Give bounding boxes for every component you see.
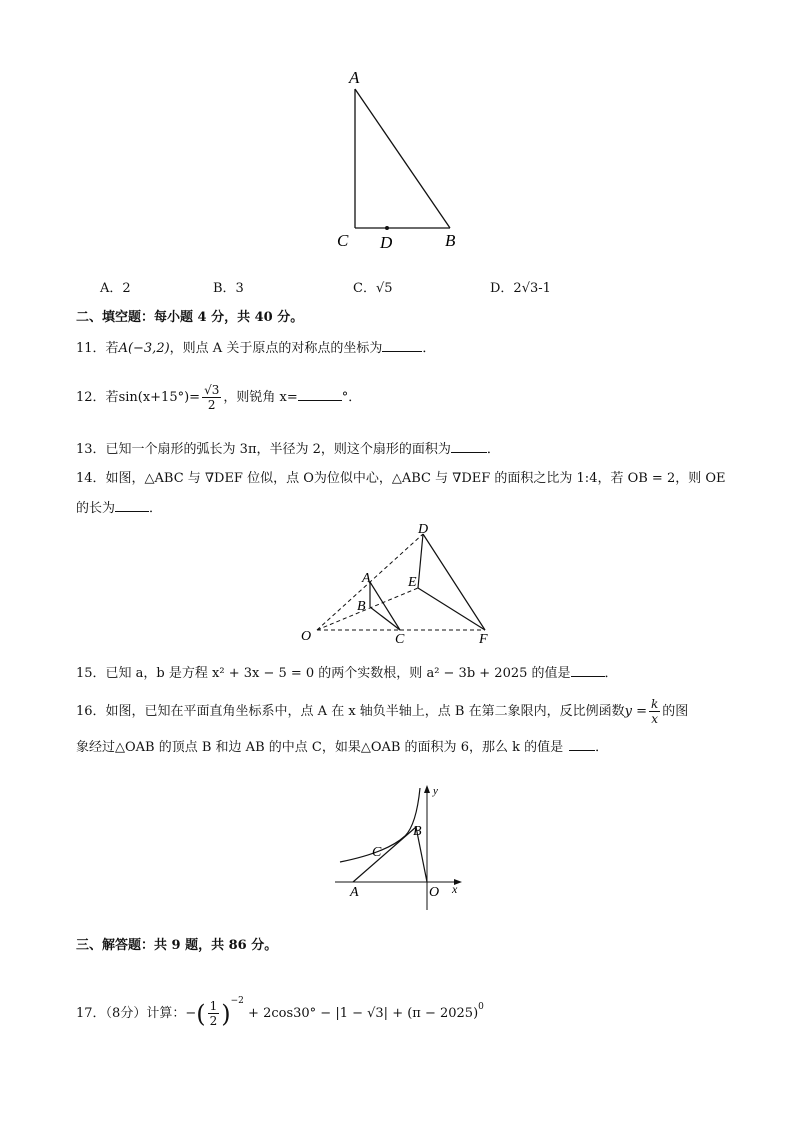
option-b[interactable]: B．3 <box>213 281 244 296</box>
option-d[interactable]: D．2√3-1 <box>490 281 551 296</box>
question-15: 15．已知 a，b 是方程 x² + 3x − 5 = 0 的两个实数根，则 a² − 3b + 2025 的值是 ． <box>76 666 618 681</box>
question-12: 12．若sin(x+15°)= $\frac{√3}{2}$ ，则锐角 x= °． <box>76 383 362 412</box>
label-C: C <box>395 632 405 647</box>
option-c[interactable]: C．√5 <box>353 281 393 296</box>
question-17: 17．（8分）计算：−( $\frac{1}{2}$ )$^{-2} + 2\cos 30^\circ - |1 - √3| + (\pi - 2025)^0$ <box>76 996 484 1028</box>
fraction: $\frac{1}{2}$ <box>209 999 218 1028</box>
section-3-heading: 三、解答题：共 9 题，共 86 分。 <box>76 938 278 953</box>
figure-homothety <box>295 522 505 650</box>
answer-blank[interactable] <box>451 440 487 453</box>
answer-blank[interactable] <box>571 664 605 677</box>
label-O: O <box>429 885 440 900</box>
figure-right-triangle <box>330 65 470 255</box>
fraction: $\frac{k}{x}$ <box>651 697 659 726</box>
question-14-line1: 14．如图，△ABC 与 ∇DEF 位似，点 O为位似中心，△ABC 与 ∇DEF 的面积之比为 1:4，若 OB = 2，则 OE <box>76 471 726 486</box>
question-11: 11．若A(−3,2)，则点 A 关于原点的对称点的坐标为 ． <box>76 341 436 356</box>
label-A: A <box>350 885 359 900</box>
question-14-line2: 的长为 ． <box>76 501 163 516</box>
label-A: A <box>362 571 371 586</box>
answer-blank[interactable] <box>569 738 595 751</box>
question-16-line1: 16．如图，已知在平面直角坐标系中，点 A 在 x 轴负半轴上，点 B 在第二象限内，反比例函数y = $\frac{k}{x}$ 的图 <box>76 697 689 726</box>
section-2-heading: 二、填空题：每小题 4 分，共 40 分。 <box>76 310 304 325</box>
label-C: C <box>372 845 382 860</box>
label-B: B <box>413 824 422 839</box>
label-D: D <box>418 522 429 537</box>
label-B: B <box>445 231 456 250</box>
answer-blank[interactable] <box>115 499 149 512</box>
question-16-line2: 象经过△OAB 的顶点 B 和边 AB 的中点 C，如果△OAB 的面积为 6，那么 k 的值是 ． <box>76 740 609 755</box>
figure-coordinate-system <box>330 780 470 915</box>
label-A: A <box>349 68 360 87</box>
answer-blank[interactable] <box>298 388 342 401</box>
label-y: y <box>433 785 438 797</box>
label-D: D <box>380 233 393 252</box>
question-13: 13．已知一个扇形的弧长为 3π，半径为 2，则这个扇形的面积为 ． <box>76 442 500 457</box>
label-O: O <box>301 629 312 644</box>
label-x: x <box>452 882 458 896</box>
fraction: $\frac{√3}{2}$ <box>204 383 220 412</box>
label-B: B <box>357 599 366 614</box>
label-E: E <box>408 575 417 590</box>
label-C: C <box>337 231 349 250</box>
option-a[interactable]: A．2 <box>100 281 131 296</box>
answer-blank[interactable] <box>382 339 422 352</box>
label-F: F <box>479 632 488 647</box>
